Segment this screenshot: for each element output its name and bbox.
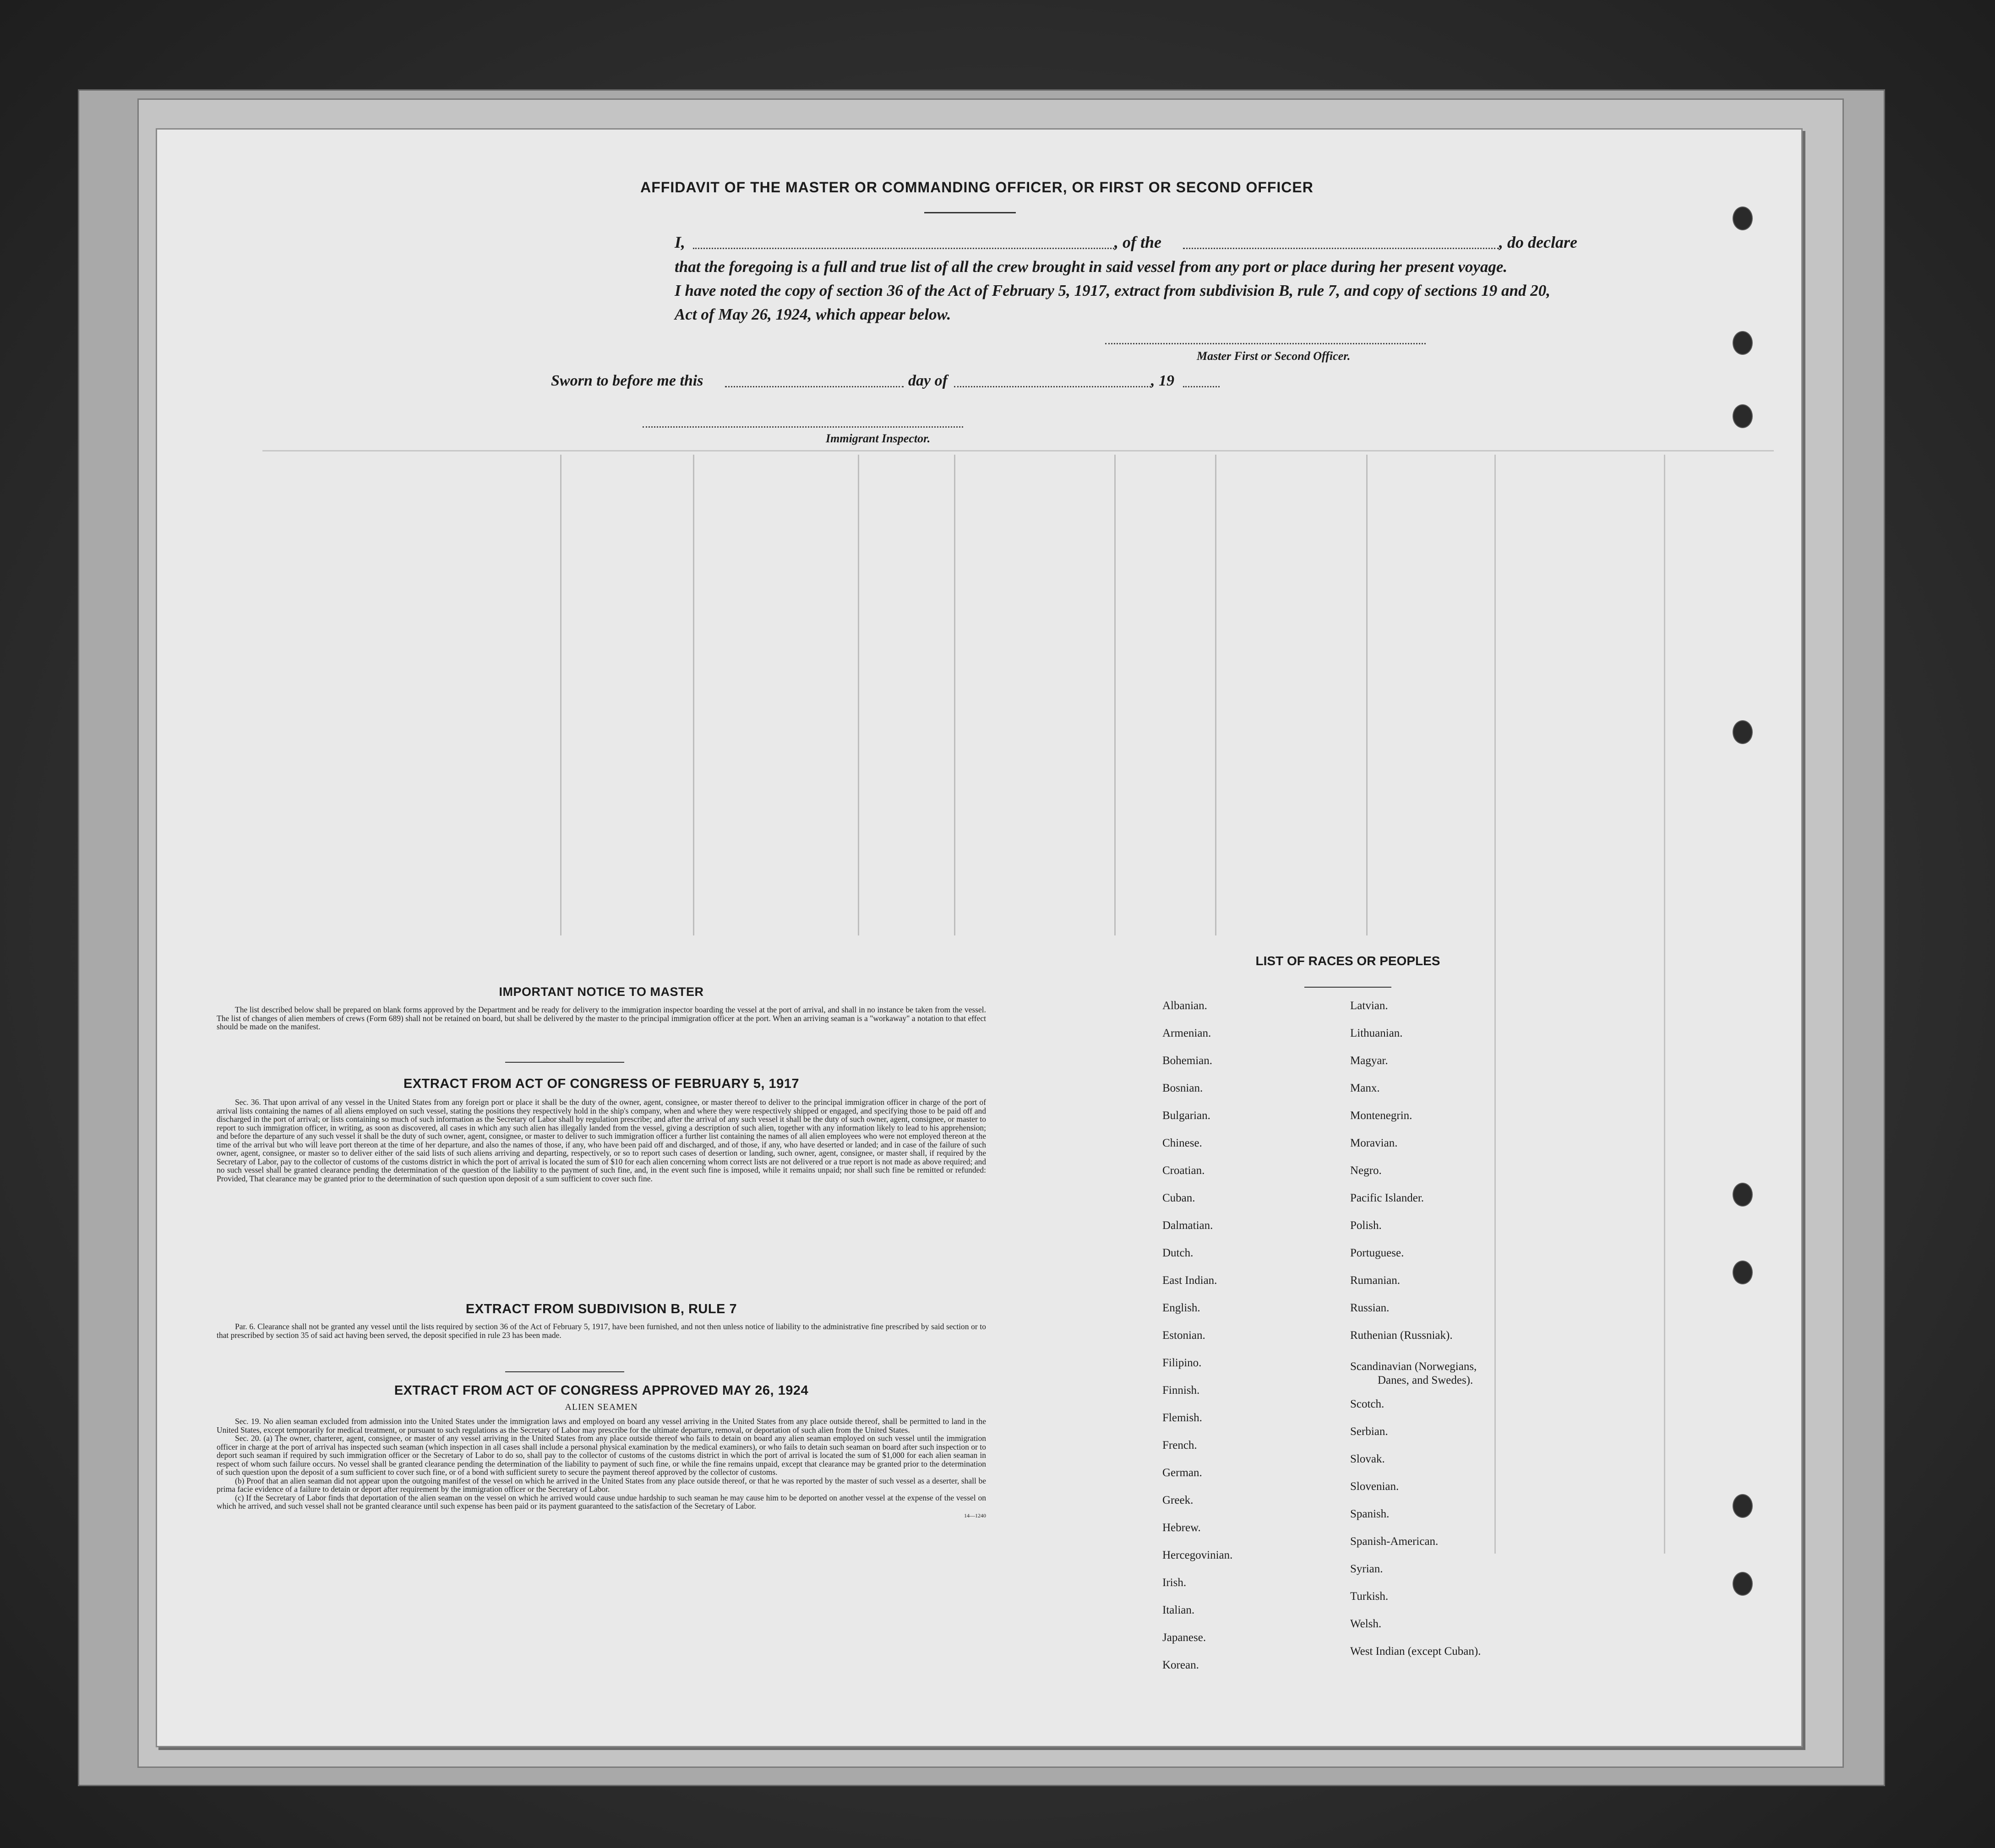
vessel-blank bbox=[1183, 248, 1499, 249]
race-item: Cuban. bbox=[1162, 1192, 1195, 1204]
race-item: Filipino. bbox=[1162, 1357, 1202, 1369]
master-label: Master First or Second Officer. bbox=[1197, 349, 1351, 363]
extract-rule7-title: EXTRACT FROM SUBDIVISION B, RULE 7 bbox=[465, 1302, 737, 1316]
race-item: Pacific Islander. bbox=[1350, 1192, 1424, 1204]
affidavit-line-2: that the foregoing is a full and true list of all the crew brought in said vessel from any port or place during her present voyage. bbox=[675, 258, 1508, 276]
race-item: Russian. bbox=[1350, 1302, 1390, 1314]
inspector-label: Immigrant Inspector. bbox=[826, 432, 931, 445]
race-item: Japanese. bbox=[1162, 1631, 1206, 1644]
affidavit-line-4: Act of May 26, 1924, which appear below. bbox=[675, 305, 951, 323]
punch-hole bbox=[1733, 1494, 1753, 1518]
sworn-month-blank bbox=[954, 386, 1151, 387]
race-item: Welsh. bbox=[1350, 1618, 1382, 1630]
affidavit-declare: , do declare bbox=[1499, 233, 1577, 251]
race-item: Hebrew. bbox=[1162, 1522, 1201, 1534]
race-item: Magyar. bbox=[1350, 1054, 1388, 1067]
affidavit-title: AFFIDAVIT OF THE MASTER OR COMMANDING OFFICER, OR FIRST OR SECOND OFFICER bbox=[640, 179, 1314, 196]
sec-19-text: Sec. 19. No alien seaman excluded from admission into the United States under the immigration laws and employed on board any vessel arriving in the United States from any place outside thereof, shall be permitted to land in the United States, except temporarily for medical treatment, or pursuant to such regulations as the Secretary of Labor may prescribe for the ultimate departure, removal, or deportation of such alien from the United States. bbox=[217, 1417, 986, 1435]
name-blank bbox=[693, 248, 1114, 249]
race-item: Negro. bbox=[1350, 1164, 1382, 1177]
race-item: Scotch. bbox=[1350, 1398, 1385, 1410]
race-item: Albanian. bbox=[1162, 1000, 1207, 1012]
race-item: Croatian. bbox=[1162, 1164, 1205, 1177]
affidavit-line-3: I have noted the copy of section 36 of the Act of February 5, 1917, extract from subdivision B, rule 7, and copy of sections 19 and 20, bbox=[675, 282, 1550, 299]
sec-20c-text: (c) If the Secretary of Labor finds that deportation of the alien seaman on the vessel on which he arrived would cause undue hardship to such seaman he may cause him to be deported on another vessel at the expense of the vessel on which he arrived, and such vessel shall not be granted clearance until such expense has been paid or its payment guaranteed to the satisfaction of the Secretary of Labor. bbox=[217, 1493, 986, 1511]
race-item: Hercegovinian. bbox=[1162, 1549, 1233, 1561]
race-item: Turkish. bbox=[1350, 1590, 1389, 1603]
form-number: 14—1240 bbox=[964, 1512, 986, 1519]
races-title-rule bbox=[1304, 987, 1391, 988]
punch-hole bbox=[1733, 1261, 1753, 1284]
notice-body: The list described below shall be prepared on blank forms approved by the Department and be ready for delivery to the immigration inspector boarding the vessel at the port of arrival, and shall in no instance be taken from the vessel. The list of changes of alien members of crews (Form 689) shall not be retained on board, but shall be delivered by the master to the principal immigration officer at the port. When an arriving seaman is a "workaway" a notation to that effect should be made on the manifest. bbox=[217, 1005, 986, 1031]
race-item: Polish. bbox=[1350, 1219, 1382, 1232]
race-item: Dutch. bbox=[1162, 1247, 1194, 1259]
race-item: East Indian. bbox=[1162, 1274, 1217, 1287]
race-item: Finnish. bbox=[1162, 1384, 1200, 1397]
punch-hole bbox=[1733, 207, 1753, 230]
sec-20a-text: Sec. 20. (a) The owner, charterer, agent, consignee, or master of any vessel arriving in the United States from any place outside thereof who fails to detain on board any alien seaman employed on such vessel until the immigration officer in charge at the port of arrival has inspected such seaman (which inspection in all cases shall include a personal physical examination by the medical examiners), or who fails to detain such seaman on board after such inspection or to deport such seaman if required by such immigration officer or the Secretary of Labor to do so, shall pay to the collector of customs of the customs district in which the port of arrival is located the sum of $1,000 for each alien seaman in respect of whom such failure occurs. No vessel shall be granted clearance pending the determination of the liability to payment of such fine, or while the fine remains unpaid, except that clearance may be granted prior to the determination of such question upon the deposit of a sum sufficient to cover such fine, or of a bond with sufficient surety to secure the payment thereof approved by the collector of customs. bbox=[217, 1434, 986, 1477]
extract-1924-section bbox=[217, 1383, 986, 1519]
race-item: Spanish. bbox=[1350, 1508, 1390, 1520]
races-left-column bbox=[1162, 1000, 1232, 1686]
affidavit-i: I, bbox=[675, 233, 686, 251]
punch-hole bbox=[1733, 404, 1753, 428]
inspector-signature-line bbox=[643, 426, 963, 428]
race-item: Estonian. bbox=[1162, 1329, 1205, 1342]
sworn-year-blank bbox=[1183, 386, 1220, 387]
race-item: West Indian (except Cuban). bbox=[1350, 1645, 1481, 1658]
race-item: English. bbox=[1162, 1302, 1200, 1314]
sworn-text: Sworn to before me this bbox=[551, 372, 703, 389]
punch-hole bbox=[1733, 720, 1753, 744]
races-title: LIST OF RACES OR PEOPLES bbox=[1255, 954, 1440, 968]
race-item: Montenegrin. bbox=[1350, 1109, 1412, 1122]
races-right-column bbox=[1350, 1000, 1625, 1673]
race-item: Slovenian. bbox=[1350, 1480, 1399, 1493]
divider bbox=[505, 1062, 624, 1063]
race-item: Manx. bbox=[1350, 1082, 1380, 1094]
affidavit-title-rule bbox=[924, 212, 1016, 213]
extract-rule7-body: Par. 6. Clearance shall not be granted any vessel until the lists required by section 36 of the Act of February 5, 1917, have been furnished, and not then unless notice of liability to the administrative fine prescribed by said section or to that prescribed by section 35 of said act having been served, the deposit specified in rule 23 has been made. bbox=[217, 1322, 986, 1340]
race-item: Syrian. bbox=[1350, 1563, 1383, 1575]
race-item: Dalmatian. bbox=[1162, 1219, 1213, 1232]
race-item: Latvian. bbox=[1350, 1000, 1388, 1012]
race-item: Ruthenian (Russniak). bbox=[1350, 1329, 1453, 1342]
race-item: Bulgarian. bbox=[1162, 1109, 1210, 1122]
race-item: Bosnian. bbox=[1162, 1082, 1203, 1094]
race-item: Rumanian. bbox=[1350, 1274, 1401, 1287]
master-signature-line bbox=[1105, 343, 1426, 344]
race-item: French. bbox=[1162, 1439, 1197, 1451]
race-item: Bohemian. bbox=[1162, 1054, 1213, 1067]
sworn-day-of: day of bbox=[908, 372, 948, 389]
sworn-year: , 19 bbox=[1151, 372, 1174, 389]
extract-rule7-section bbox=[217, 1302, 986, 1339]
notice-section bbox=[217, 985, 986, 1031]
race-item: Spanish-American. bbox=[1350, 1535, 1439, 1548]
affidavit-of-the: , of the bbox=[1114, 233, 1161, 251]
race-item: Danes, and Swedes). bbox=[1378, 1374, 1473, 1386]
divider bbox=[505, 1371, 624, 1372]
race-item: Italian. bbox=[1162, 1604, 1195, 1616]
affidavit-line-1 bbox=[675, 233, 685, 252]
punch-hole bbox=[1733, 331, 1753, 355]
race-item: Moravian. bbox=[1350, 1137, 1398, 1149]
sec-20b-text: (b) Proof that an alien seaman did not appear upon the outgoing manifest of the vessel on which he arrived in the United States from any place outside thereof, or that he was reported by the master of such vessel as a deserter, shall be prima facie evidence of a failure to detain or deport after requirement by the immigration officer or the Secretary of Labor. bbox=[217, 1476, 986, 1494]
punch-hole bbox=[1733, 1183, 1753, 1207]
race-item: German. bbox=[1162, 1467, 1202, 1479]
manifest-page bbox=[156, 128, 1803, 1747]
race-item: Serbian. bbox=[1350, 1425, 1388, 1438]
race-item: Greek. bbox=[1162, 1494, 1194, 1506]
race-item: Chinese. bbox=[1162, 1137, 1202, 1149]
race-item: Scandinavian (Norwegians, bbox=[1350, 1360, 1477, 1373]
race-item: Slovak. bbox=[1350, 1453, 1385, 1465]
race-item: Korean. bbox=[1162, 1659, 1199, 1671]
race-item: Lithuanian. bbox=[1350, 1027, 1403, 1039]
extract-1917-body: Sec. 36. That upon arrival of any vessel in the United States from any foreign port or place it shall be the duty of the owner, agent, consignee, or master thereof to deliver to the principal immigration officer in charge of the port of arrival lists containing the names of all aliens employed on such vessel, stating the positions they respectively hold in the ship's company, when and where they were respectively shipped or engaged, and specifying those to be paid off and discharged in the port of arrival; or lists containing so much of such information as the Secretary of Labor shall by regulation prescribe; and after the arrival of any such vessel it shall be the duty of such owner, agent, consignee, or master to report to such immigration officer, in writing, as soon as discovered, all cases in which any such alien has illegally landed from the vessel, giving a description of such alien, together with any information likely to lead to his apprehension; and before the departure of any such vessel it shall be the duty of such owner, agent, consignee, or master to deliver to such immigration officer a further list containing the names of all alien employees who were not employed thereon at the time of the arrival but who will leave port thereon at the time of her departure, and also the names of those, if any, who have been paid off and discharged, and of those, if any, who have deserted or landed; and in case of the failure of such owner, agent, consignee, or master so to deliver either of the said lists of such aliens arriving and departing, respectively, or so to report such cases of desertion or landing, such owner, agent, consignee, or master shall, if required by the Secretary of Labor, pay to the collector of customs of the customs district in which the port of arrival is located the sum of $10 for each alien concerning whom correct lists are not delivered or a true report is not made as above required; and no such vessel shall be granted clearance pending the determination of the question of the liability to the payment of such fine, and, in the event such fine is imposed, while it remains unpaid; nor shall such fine be remitted or refunded: Provided, That clearance may be granted prior to the determination of such question upon deposit of a sum sufficient to cover such fine. bbox=[217, 1098, 986, 1183]
sworn-day-blank bbox=[725, 386, 904, 387]
punch-hole bbox=[1733, 1572, 1753, 1596]
extract-1924-title: EXTRACT FROM ACT OF CONGRESS APPROVED MAY 26, 1924 bbox=[394, 1383, 809, 1398]
notice-title: IMPORTANT NOTICE TO MASTER bbox=[499, 985, 704, 999]
race-item: Armenian. bbox=[1162, 1027, 1211, 1039]
race-item: Irish. bbox=[1162, 1576, 1187, 1589]
race-item: Portuguese. bbox=[1350, 1247, 1404, 1259]
race-item: Flemish. bbox=[1162, 1412, 1202, 1424]
alien-seamen-subhead: ALIEN SEAMEN bbox=[565, 1402, 638, 1412]
extract-1917-title: EXTRACT FROM ACT OF CONGRESS OF FEBRUARY 5, 1917 bbox=[403, 1076, 800, 1091]
extract-1917-section bbox=[217, 1076, 986, 1183]
